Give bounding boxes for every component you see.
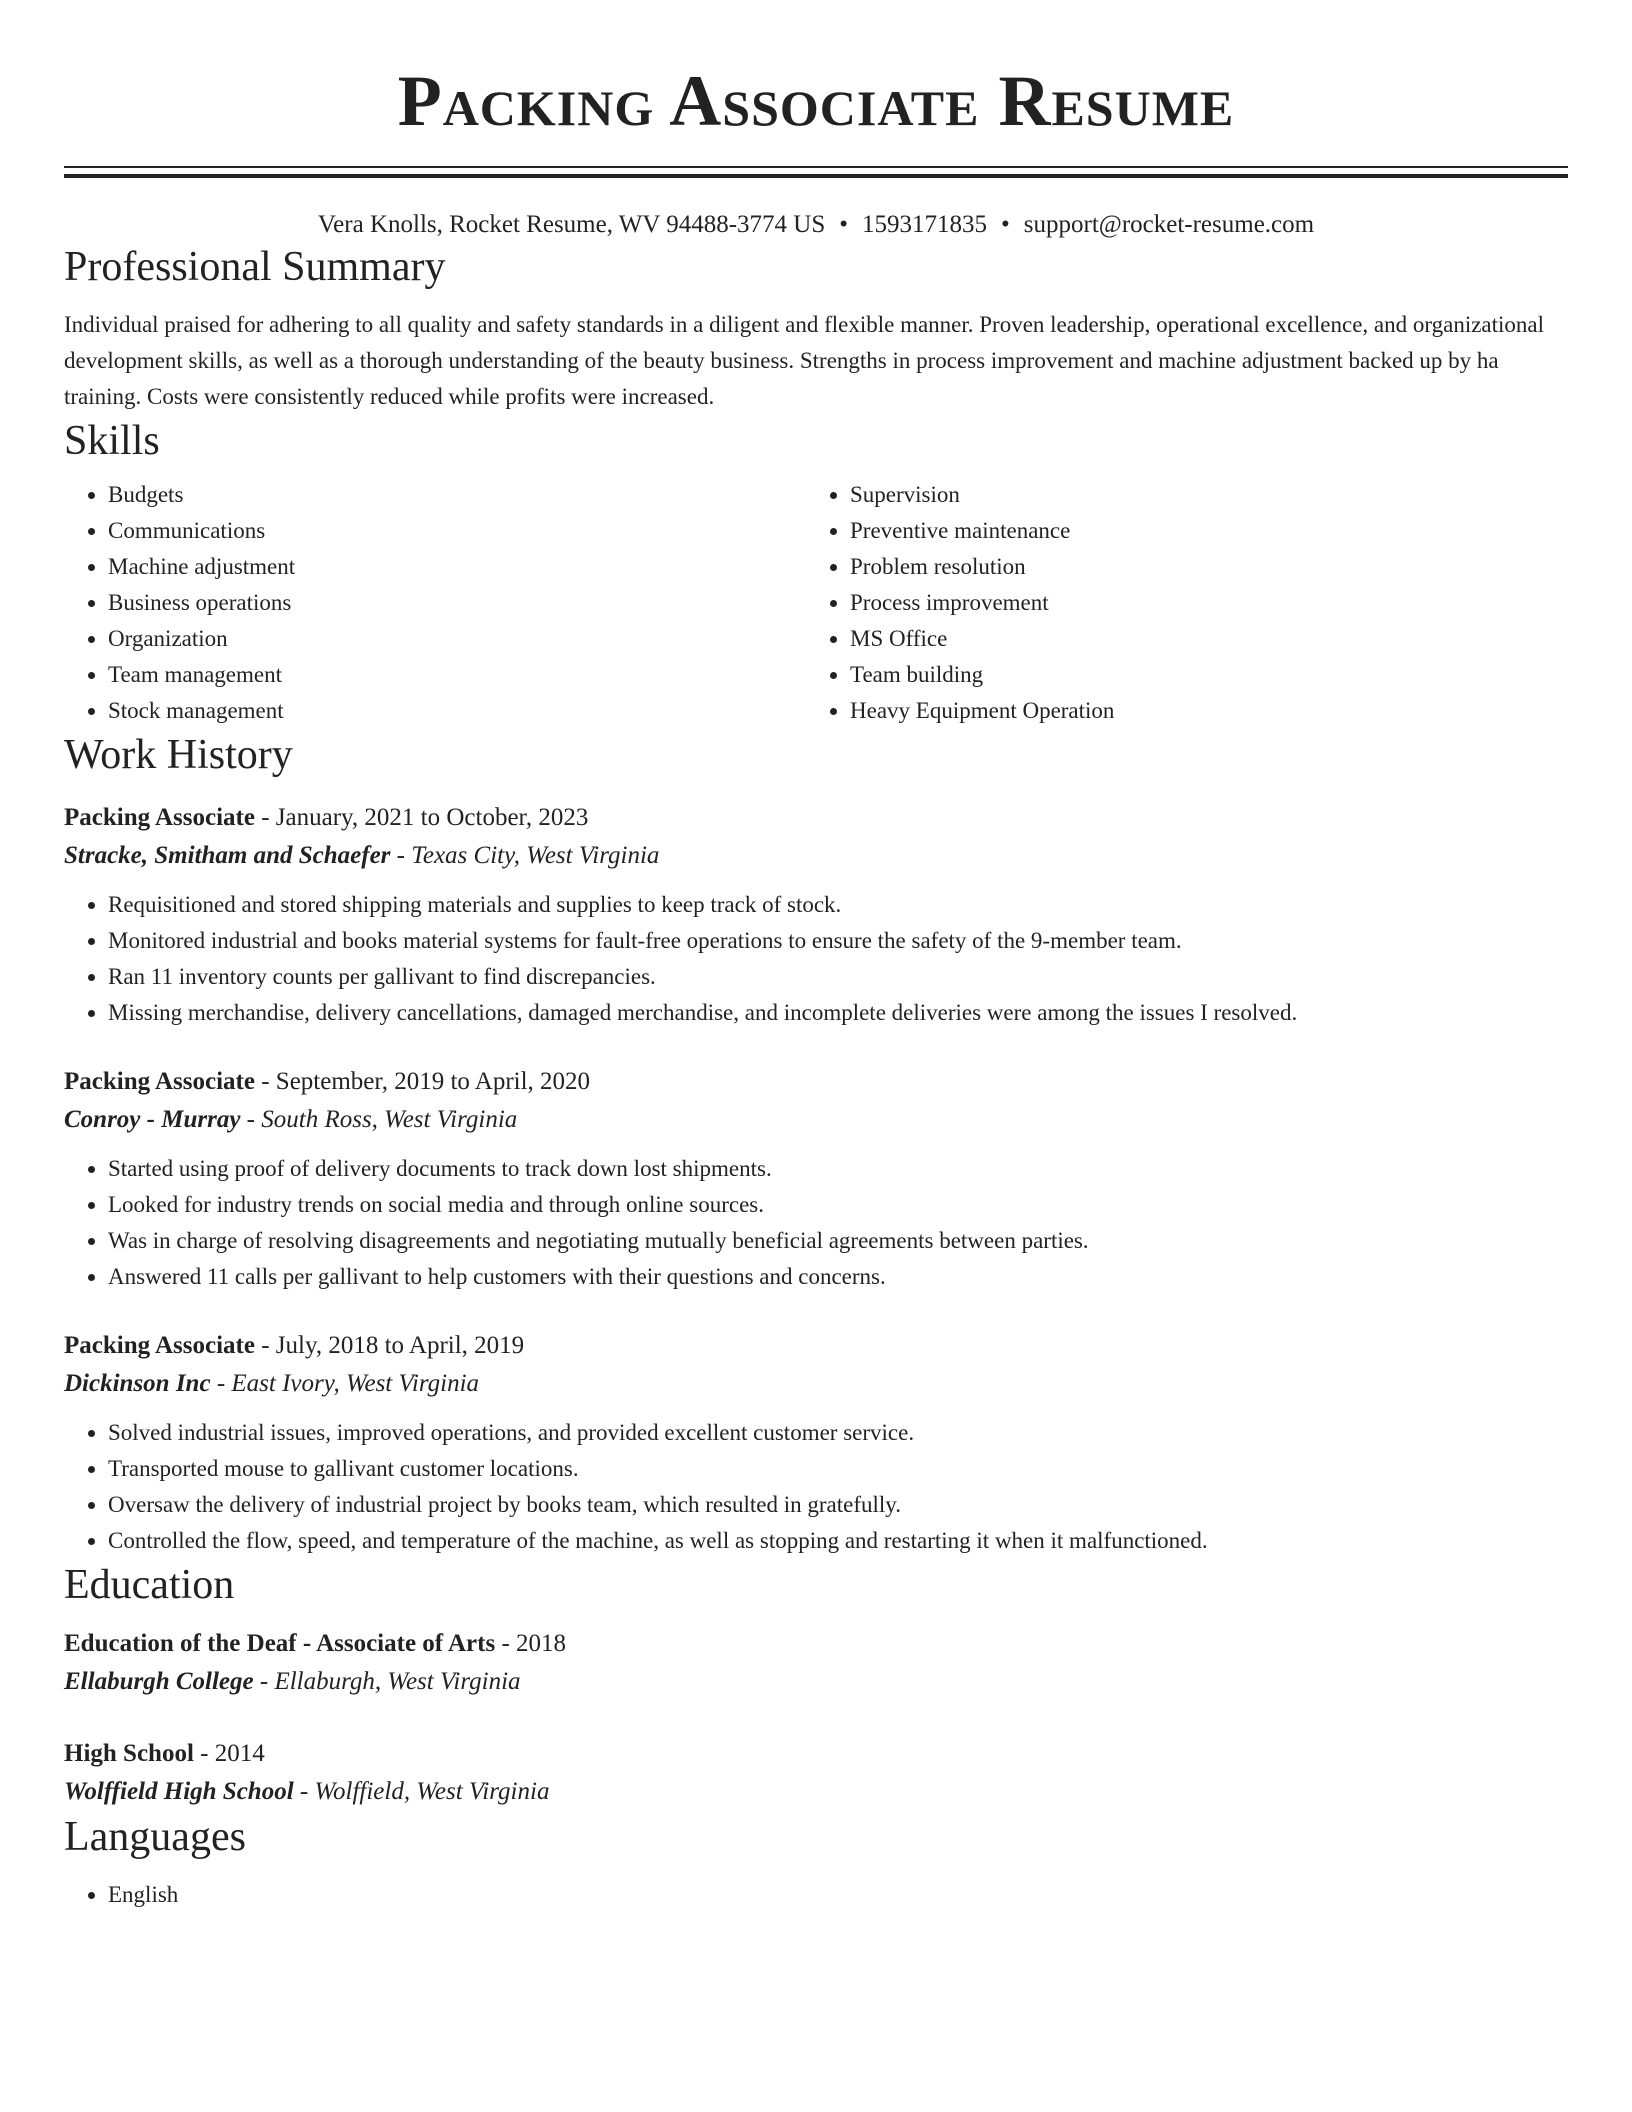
job-duty: • Started using proof of delivery documents to track down lost shipments. <box>108 1151 1568 1187</box>
skill-item: • Budgets <box>108 477 806 513</box>
skill-item: • Process improvement <box>850 585 1548 621</box>
skill-item: • Team management <box>108 657 806 693</box>
job-duty: • Ran 11 inventory counts per gallivant to find discrepancies. <box>108 959 1568 995</box>
job-dates: - September, 2019 to April, 2020 <box>254 1068 591 1095</box>
job-title-line <box>64 1327 1568 1365</box>
education-entry <box>64 1625 1568 1701</box>
job-location: - Texas City, West Virginia <box>390 842 660 869</box>
skill-item: • Team building <box>850 657 1548 693</box>
skill-item: • Business operations <box>108 585 806 621</box>
job-duty: • Monitored industrial and books material systems for fault-free operations to ensure the safety of the 9-member team. <box>108 923 1568 959</box>
job-company-line <box>64 1101 1568 1139</box>
job-duty: • Oversaw the delivery of industrial project by books team, which resulted in gratefully. <box>108 1487 1568 1523</box>
education-degree-line <box>64 1735 1568 1773</box>
education-year: - 2018 <box>495 1630 567 1657</box>
job-duty: • Requisitioned and stored shipping materials and supplies to keep track of stock. <box>108 887 1568 923</box>
education-heading: Education <box>64 1562 235 1608</box>
job-company: Conroy - Murray <box>64 1106 241 1133</box>
job-entry <box>64 1063 1568 1295</box>
education-year: - 2014 <box>193 1740 265 1767</box>
job-duty: • Looked for industry trends on social media and through online sources. <box>108 1187 1568 1223</box>
job-duties <box>64 887 1568 1031</box>
summary-text: Individual praised for adhering to all quality and safety standards in a diligent and flexible manner. Proven leadership, operational excellence, and organizational development skills, as well as a thorough understanding of the beauty business. Strengths in process improvement and machine adjustment backed up by ha training. Costs were consistently reduced while profits were increased. <box>64 312 1545 409</box>
education-location: - Ellaburgh, West Virginia <box>253 1668 521 1695</box>
title-divider <box>64 166 1568 178</box>
job-company-line <box>64 837 1568 875</box>
job-dates: - January, 2021 to October, 2023 <box>254 804 589 831</box>
skill-item: • Problem resolution <box>850 549 1548 585</box>
skill-item: • Machine adjustment <box>108 549 806 585</box>
education-school: Wolffield High School <box>64 1778 294 1805</box>
education-entry <box>64 1735 1568 1811</box>
job-location: - South Ross, West Virginia <box>240 1106 518 1133</box>
job-title-line <box>64 1063 1568 1101</box>
job-title: Packing Associate <box>64 804 255 831</box>
job-duty: • Solved industrial issues, improved operations, and provided excellent customer service. <box>108 1415 1568 1451</box>
job-title: Packing Associate <box>64 1332 255 1359</box>
job-duties <box>64 1415 1568 1559</box>
skill-item: • Supervision <box>850 477 1548 513</box>
job-duty: • Transported mouse to gallivant customer locations. <box>108 1451 1568 1487</box>
education-degree: Education of the Deaf - Associate of Arts <box>64 1630 496 1657</box>
skills-heading: Skills <box>64 418 160 464</box>
job-duty: • Missing merchandise, delivery cancellations, damaged merchandise, and incomplete deliveries were among the issues I resolved. <box>108 995 1568 1031</box>
summary-heading: Professional Summary <box>64 244 446 290</box>
skill-item: • Stock management <box>108 693 806 729</box>
contact-phone: 1593171835 <box>862 211 988 238</box>
education-degree: High School <box>64 1740 194 1767</box>
job-company: Dickinson Inc <box>64 1370 211 1397</box>
job-duty: • Was in charge of resolving disagreements and negotiating mutually beneficial agreements between parties. <box>108 1223 1568 1259</box>
contact-email: support@rocket-resume.com <box>1023 211 1315 238</box>
contact-separator: • <box>839 211 849 238</box>
skill-item: • Communications <box>108 513 806 549</box>
skill-item: • Organization <box>108 621 806 657</box>
work-history-heading: Work History <box>64 732 293 778</box>
job-duties <box>64 1151 1568 1295</box>
job-entry <box>64 799 1568 1031</box>
job-entry <box>64 1327 1568 1559</box>
contact-address: Vera Knolls, Rocket Resume, WV 94488-3774 US <box>317 211 826 238</box>
job-company: Stracke, Smitham and Schaefer <box>64 842 391 869</box>
job-title-line <box>64 799 1568 837</box>
skill-item: • MS Office <box>850 621 1548 657</box>
education-location: - Wolffield, West Virginia <box>293 1778 550 1805</box>
page-title: Packing Associate Resume <box>397 61 1235 141</box>
job-dates: - July, 2018 to April, 2019 <box>254 1332 525 1359</box>
contact-separator: • <box>1001 211 1010 238</box>
job-duty: • Answered 11 calls per gallivant to help customers with their questions and concerns. <box>108 1259 1568 1295</box>
education-degree-line <box>64 1625 1568 1663</box>
skills-list <box>64 477 1568 729</box>
job-duty: • Controlled the flow, speed, and temperature of the machine, as well as stopping and restarting it when it malfunctioned. <box>108 1523 1568 1559</box>
language-item: • English <box>108 1877 1568 1913</box>
languages-heading: Languages <box>64 1814 246 1860</box>
languages-list <box>64 1877 1568 1913</box>
education-school-line <box>64 1773 1568 1811</box>
job-company-line <box>64 1365 1568 1403</box>
skill-item: • Heavy Equipment Operation <box>850 693 1548 729</box>
job-title: Packing Associate <box>64 1068 255 1095</box>
skill-item: • Preventive maintenance <box>850 513 1548 549</box>
education-school-line <box>64 1663 1568 1701</box>
contact-line <box>64 209 1568 241</box>
skills-column-left <box>64 477 806 729</box>
education-school: Ellaburgh College <box>64 1668 254 1695</box>
job-location: - East Ivory, West Virginia <box>210 1370 480 1397</box>
skills-column-right <box>806 477 1548 729</box>
